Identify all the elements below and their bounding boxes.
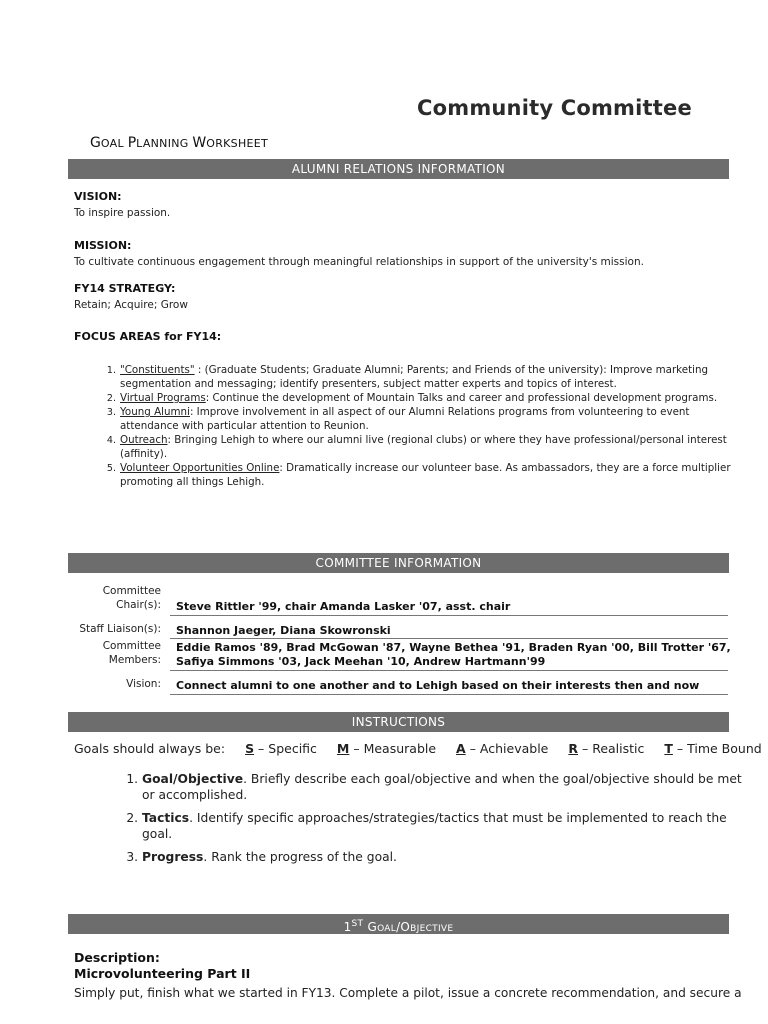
goal-ordinal: ST bbox=[351, 919, 364, 929]
description-title: Microvolunteering Part II bbox=[74, 966, 251, 981]
smart-letter: S bbox=[245, 741, 255, 756]
vision-label: VISION: bbox=[74, 190, 122, 203]
goal-bjective: BJECTIVE bbox=[410, 924, 454, 934]
mission-text: To cultivate continuous engagement through meaningful relationships in support of the university's mission. bbox=[74, 256, 644, 268]
goals-intro: Goals should always be: bbox=[74, 741, 226, 756]
list-item bbox=[119, 363, 749, 391]
chairs-label bbox=[66, 584, 161, 612]
smart-goals-line bbox=[74, 741, 762, 756]
committee-vision-value: Connect alumni to one another and to Lehigh based on their interests then and now bbox=[176, 679, 700, 692]
subtitle-cap-p: P bbox=[127, 135, 137, 151]
divider bbox=[170, 694, 728, 695]
focus-term: "Constituents" bbox=[120, 364, 195, 376]
smart-letter: M bbox=[336, 741, 350, 756]
description-block bbox=[74, 950, 250, 982]
list-item bbox=[119, 391, 749, 405]
members-label bbox=[66, 639, 161, 667]
goal-number: 1 bbox=[343, 920, 352, 934]
smart-word: – Time Bound bbox=[672, 741, 762, 756]
staff-liaison-value: Shannon Jaeger, Diana Skowronski bbox=[176, 624, 391, 637]
goal-oal: OAL bbox=[377, 924, 397, 934]
strategy-text: Retain; Acquire; Grow bbox=[74, 299, 188, 311]
focus-text: : Dramatically increase our volunteer base. As ambassadors, they are a force multiplier promoting all things Lehigh. bbox=[120, 462, 731, 488]
worksheet-subtitle bbox=[90, 135, 268, 151]
goal-cap-g: G bbox=[363, 920, 378, 934]
divider bbox=[170, 615, 728, 616]
smart-word: – Realistic bbox=[578, 741, 645, 756]
instructions-header-bar: INSTRUCTIONS bbox=[68, 712, 729, 732]
subtitle-orksheet: ORKSHEET bbox=[206, 137, 269, 150]
alumni-relations-header-bar: ALUMNI RELATIONS INFORMATION bbox=[68, 159, 729, 179]
instructions-list bbox=[101, 771, 742, 872]
focus-text: : (Graduate Students; Graduate Alumni; Parents; and Friends of the university): Improve marketing segmentation and messaging; identify presenters, subject matter experts and topics of interest. bbox=[120, 364, 709, 390]
instruction-term: Tactics bbox=[142, 811, 190, 825]
list-item bbox=[119, 461, 749, 489]
list-item bbox=[142, 810, 742, 842]
instruction-text: . Rank the progress of the goal. bbox=[203, 850, 397, 864]
subtitle-cap-g: G bbox=[90, 135, 101, 151]
subtitle-oal: OAL bbox=[100, 137, 128, 150]
description-label: Description: bbox=[74, 950, 160, 965]
divider bbox=[170, 638, 728, 639]
members-value-line1: Eddie Ramos '89, Brad McGowan '87, Wayne Bethea '91, Braden Ryan '00, Bill Trotter '67, bbox=[176, 641, 731, 654]
first-goal-header-bar bbox=[68, 914, 729, 934]
divider bbox=[170, 670, 728, 671]
smart-letter: R bbox=[568, 741, 578, 756]
list-item bbox=[119, 433, 749, 461]
focus-term: Outreach bbox=[120, 434, 168, 446]
focus-term: Volunteer Opportunities Online bbox=[120, 462, 280, 474]
vision-text: To inspire passion. bbox=[74, 207, 171, 219]
committee-vision-label: Vision: bbox=[126, 678, 161, 690]
subtitle-lanning: LANNING bbox=[136, 137, 193, 150]
page-title: Community Committee bbox=[417, 96, 692, 120]
members-label-line2: Members: bbox=[108, 654, 161, 666]
smart-letter: A bbox=[456, 741, 466, 756]
instruction-term: Goal/Objective bbox=[142, 772, 244, 786]
instruction-text: . Identify specific approaches/strategies/tactics that must be implemented to reach the goal. bbox=[142, 811, 727, 841]
smart-word: – Specific bbox=[254, 741, 317, 756]
list-item bbox=[142, 771, 742, 803]
goal-cap-o: O bbox=[400, 920, 411, 934]
mission-label: MISSION: bbox=[74, 239, 132, 252]
members-label-line1: Committee bbox=[102, 640, 161, 652]
focus-areas-label: FOCUS AREAS for FY14: bbox=[74, 330, 222, 343]
description-text: Simply put, finish what we started in FY13. Complete a pilot, issue a concrete recommendation, and secure a bbox=[74, 986, 742, 1000]
focus-text: : Continue the development of Mountain Talks and career and professional development programs. bbox=[205, 392, 718, 404]
instruction-text: . Briefly describe each goal/objective and when the goal/objective should be met or accomplished. bbox=[142, 772, 742, 802]
smart-word: – Measurable bbox=[349, 741, 437, 756]
smart-letter: T bbox=[664, 741, 673, 756]
members-value-line2: Safiya Simmons '03, Jack Meehan '10, Andrew Hartmann'99 bbox=[176, 655, 546, 668]
list-item bbox=[142, 849, 742, 865]
members-value bbox=[176, 641, 731, 669]
subtitle-cap-w: W bbox=[192, 135, 207, 151]
staff-liaison-label: Staff Liaison(s): bbox=[79, 623, 161, 635]
chairs-label-line1: Committee bbox=[102, 585, 161, 597]
focus-term: Young Alumni bbox=[120, 406, 190, 418]
committee-header-bar: COMMITTEE INFORMATION bbox=[68, 553, 729, 573]
focus-text: : Improve involvement in all aspect of our Alumni Relations programs from volunteering to event attendance with particular attention to Reunion. bbox=[120, 406, 690, 432]
goal-slash: / bbox=[396, 920, 401, 934]
chairs-label-line2: Chair(s): bbox=[116, 599, 161, 611]
list-item bbox=[119, 405, 749, 433]
instruction-term: Progress bbox=[142, 850, 204, 864]
focus-areas-list bbox=[74, 363, 749, 489]
smart-word: – Achievable bbox=[465, 741, 549, 756]
chairs-value: Steve Rittler '99, chair Amanda Lasker '07, asst. chair bbox=[176, 600, 511, 613]
focus-term: Virtual Programs bbox=[120, 392, 206, 404]
focus-text: : Bringing Lehigh to where our alumni live (regional clubs) or where they have professional/personal interest (affinity). bbox=[120, 434, 727, 460]
strategy-label: FY14 STRATEGY: bbox=[74, 282, 176, 295]
